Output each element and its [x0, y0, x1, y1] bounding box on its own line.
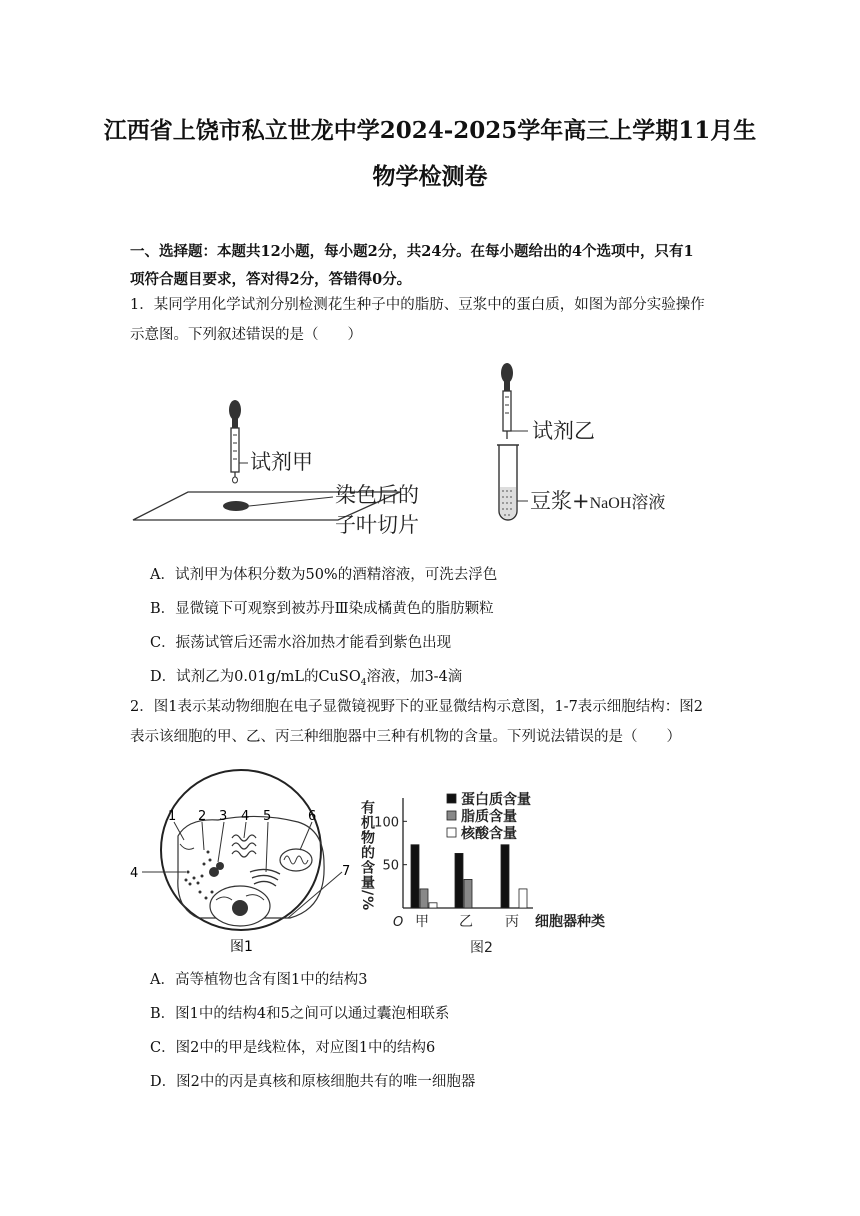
label-4: 4 [241, 809, 250, 824]
test-tube-icon [497, 445, 519, 520]
question-2-stem [130, 692, 742, 752]
question-1-stem-line1: 1．某同学用化学试剂分别检测花生种子中的脂肪、豆浆中的蛋白质，如图为部分实验操作 [130, 297, 705, 313]
q1-option-c[interactable]: C．振荡试管后还需水浴加热才能看到紫色出现 [150, 635, 452, 651]
legend-swatch-1 [447, 811, 456, 820]
section-heading-line1: 一、选择题：本题共12小题，每小题2分，共24分。在每小题给出的4个选项中，只有1 [130, 243, 694, 260]
reagent-b-label: 试剂乙 [532, 419, 595, 443]
bar-丙-0 [501, 845, 509, 908]
reagent-a-label: 试剂甲 [250, 450, 313, 474]
bar-乙-1 [464, 879, 472, 908]
page-title-line2: 物学检测卷 [372, 163, 488, 190]
figure-2-caption: 图2 [470, 940, 493, 956]
q2-option-d[interactable]: D．图2中的丙是真核和原核细胞共有的唯一细胞器 [150, 1074, 476, 1090]
label-4-left: 4 [130, 866, 139, 881]
q2-option-b[interactable]: B．图1中的结构4和5之间可以通过囊泡相联系 [150, 1006, 450, 1022]
slice-label-line2: 子叶切片 [335, 513, 419, 537]
figure-1-caption: 图1 [230, 939, 253, 955]
figure-1-cell-diagram [128, 768, 353, 958]
q1-option-a[interactable]: A．试剂甲为体积分数为50%的酒精溶液，可洗去浮色 [150, 567, 498, 583]
bar-乙-0 [455, 853, 463, 908]
legend-label-1: 脂质含量 [461, 809, 517, 825]
section-heading [130, 238, 740, 294]
page-title-line1: 江西省上饶市私立世龙中学2024-2025学年高三上学期11月生 [103, 117, 757, 144]
label-1: 1 [168, 809, 177, 824]
y-axis-label: 有机物的含量/% [359, 800, 375, 912]
dropper-right-icon [501, 363, 513, 439]
y-tick-label: 50 [382, 858, 399, 874]
y-tick-label: 100 [374, 815, 399, 831]
tube-label: 豆浆+NaOH溶液 [530, 489, 666, 513]
section-heading-line2: 项符合题目要求，答对得2分，答错得0分。 [130, 271, 412, 288]
slice-label-line1: 染色后的 [335, 483, 419, 507]
question-1-figure [128, 355, 708, 555]
label-6: 6 [308, 809, 317, 824]
legend-label-2: 核酸含量 [461, 826, 517, 842]
legend-swatch-2 [447, 828, 456, 837]
question-1-stem-line2: 示意图。下列叙述错误的是（ ） [130, 327, 362, 343]
bar-甲-1 [420, 889, 428, 908]
label-7: 7 [342, 864, 351, 879]
label-5: 5 [263, 809, 272, 824]
label-2: 2 [198, 809, 207, 824]
legend-swatch-0 [447, 794, 456, 803]
q1-option-d[interactable]: D．试剂乙为0.01g/mL的CuSO$_4$溶液，加3-4滴 [150, 669, 463, 688]
x-tick-label: 甲 [415, 914, 429, 930]
dropper-left-icon [229, 400, 241, 483]
question-2-stem-line2: 表示该细胞的甲、乙、丙三种细胞器中三种有机物的含量。下列说法错误的是（ ） [130, 729, 681, 745]
label-3: 3 [219, 809, 228, 824]
legend-label-0: 蛋白质含量 [461, 792, 531, 808]
x-tick-label: 乙 [459, 914, 473, 930]
q2-option-c[interactable]: C．图2中的甲是线粒体，对应图1中的结构6 [150, 1040, 436, 1056]
q2-option-a[interactable]: A．高等植物也含有图1中的结构3 [150, 972, 368, 988]
x-axis-label: 细胞器种类 [535, 914, 605, 930]
figure-2-bar-chart [355, 786, 625, 958]
question-1-stem [130, 290, 742, 350]
origin-label: O [393, 915, 404, 930]
bar-丙-2 [519, 889, 527, 908]
bar-甲-2 [429, 903, 437, 908]
q1-option-b[interactable]: B．显微镜下可观察到被苏丹Ⅲ染成橘黄色的脂肪颗粒 [150, 601, 494, 617]
bar-甲-0 [411, 845, 419, 908]
x-tick-label: 丙 [505, 914, 519, 930]
cotyledon-slice [223, 501, 249, 511]
question-2-stem-line1: 2．图1表示某动物细胞在电子显微镜视野下的亚显微结构示意图，1-7表示细胞结构：图2 [130, 699, 704, 715]
